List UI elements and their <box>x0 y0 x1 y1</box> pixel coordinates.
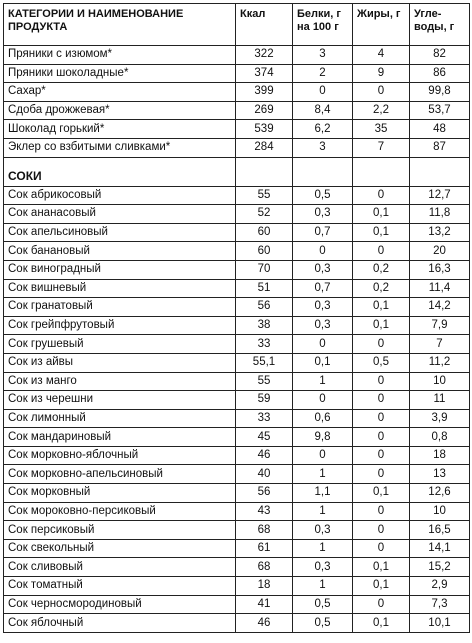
carbs-cell: 11 <box>410 391 470 410</box>
kcal-cell: 43 <box>236 502 293 521</box>
product-name-cell: Сок морковный <box>4 484 236 503</box>
protein-cell: 0,7 <box>293 279 353 298</box>
section-empty-cell <box>410 168 470 187</box>
product-name-cell: Сок грушевый <box>4 335 236 354</box>
fat-cell: 0 <box>353 186 410 205</box>
header-carbs-line2: воды, г <box>414 21 455 33</box>
fat-cell: 0 <box>353 335 410 354</box>
spacer-cell <box>236 157 293 168</box>
kcal-cell: 284 <box>236 138 293 157</box>
protein-cell: 0,5 <box>293 614 353 633</box>
table-row <box>4 502 470 521</box>
table-row <box>4 138 470 157</box>
protein-cell: 3 <box>293 138 353 157</box>
protein-cell: 0 <box>293 242 353 261</box>
spacer-cell <box>410 157 470 168</box>
kcal-cell: 52 <box>236 205 293 224</box>
kcal-cell: 33 <box>236 409 293 428</box>
kcal-cell: 46 <box>236 446 293 465</box>
table-row <box>4 409 470 428</box>
fat-cell: 35 <box>353 120 410 139</box>
product-name-cell: Сок из манго <box>4 372 236 391</box>
table-row <box>4 521 470 540</box>
fat-cell: 0,2 <box>353 260 410 279</box>
table-row <box>4 101 470 120</box>
product-name-cell: Сок черносмородиновый <box>4 595 236 614</box>
carbs-cell: 13,2 <box>410 223 470 242</box>
protein-cell: 0 <box>293 446 353 465</box>
table-row <box>4 595 470 614</box>
fat-cell: 0,1 <box>353 205 410 224</box>
table-row <box>4 120 470 139</box>
fat-cell: 0 <box>353 521 410 540</box>
table-row <box>4 446 470 465</box>
kcal-cell: 40 <box>236 465 293 484</box>
product-name-cell: Пряники с изюмом* <box>4 46 236 65</box>
protein-cell: 1 <box>293 502 353 521</box>
header-protein-line1: Белки, г <box>297 8 341 20</box>
fat-cell: 0,1 <box>353 298 410 317</box>
protein-cell: 1 <box>293 465 353 484</box>
carbs-cell: 11,8 <box>410 205 470 224</box>
table-row <box>4 335 470 354</box>
fat-cell: 0,1 <box>353 484 410 503</box>
product-name-cell: Сок мандариновый <box>4 428 236 447</box>
product-name-cell: Сок яблочный <box>4 614 236 633</box>
juice-rows <box>4 186 470 632</box>
fat-cell: 0 <box>353 595 410 614</box>
spacer-cell <box>4 157 236 168</box>
fat-cell: 7 <box>353 138 410 157</box>
section-heading-row <box>4 168 470 187</box>
carbs-cell: 87 <box>410 138 470 157</box>
header-fat-line1: Жиры, г <box>357 8 401 20</box>
product-name-cell: Сок гранатовый <box>4 298 236 317</box>
product-name-cell: Сок грейпфрутовый <box>4 316 236 335</box>
nutrition-table <box>3 3 470 633</box>
fat-cell: 0,1 <box>353 316 410 335</box>
fat-cell: 0 <box>353 428 410 447</box>
carbs-cell: 53,7 <box>410 101 470 120</box>
fat-cell: 0,1 <box>353 614 410 633</box>
product-name-cell: Сок ананасовый <box>4 205 236 224</box>
table-row <box>4 186 470 205</box>
kcal-cell: 38 <box>236 316 293 335</box>
table-row <box>4 353 470 372</box>
protein-cell: 2 <box>293 64 353 83</box>
header-carbs-line1: Угле- <box>414 8 442 20</box>
table-row <box>4 539 470 558</box>
section-empty-cell <box>236 168 293 187</box>
product-name-cell: Сок из черешни <box>4 391 236 410</box>
kcal-cell: 539 <box>236 120 293 139</box>
protein-cell: 8,4 <box>293 101 353 120</box>
carbs-cell: 7 <box>410 335 470 354</box>
kcal-cell: 68 <box>236 521 293 540</box>
protein-cell: 0,3 <box>293 298 353 317</box>
carbs-cell: 15,2 <box>410 558 470 577</box>
protein-cell: 1 <box>293 539 353 558</box>
table-row <box>4 260 470 279</box>
protein-cell: 0,3 <box>293 260 353 279</box>
fat-cell: 0,2 <box>353 279 410 298</box>
kcal-cell: 59 <box>236 391 293 410</box>
header-kcal-line1: Ккал <box>240 8 266 20</box>
table-row <box>4 64 470 83</box>
spacer-cell <box>353 157 410 168</box>
fat-cell: 0 <box>353 502 410 521</box>
fat-cell: 0 <box>353 539 410 558</box>
fat-cell: 0,1 <box>353 577 410 596</box>
carbs-cell: 11,4 <box>410 279 470 298</box>
table-row <box>4 298 470 317</box>
product-name-cell: Пряники шоколадные* <box>4 64 236 83</box>
header-protein <box>293 4 353 46</box>
product-name-cell: Сок свекольный <box>4 539 236 558</box>
product-name-cell: Сдоба дрожжевая* <box>4 101 236 120</box>
kcal-cell: 56 <box>236 484 293 503</box>
carbs-cell: 10 <box>410 372 470 391</box>
carbs-cell: 48 <box>410 120 470 139</box>
header-protein-line2: на 100 г <box>297 21 339 33</box>
kcal-cell: 51 <box>236 279 293 298</box>
header-name <box>4 4 236 46</box>
protein-cell: 0 <box>293 83 353 102</box>
header-row <box>4 4 470 46</box>
kcal-cell: 55,1 <box>236 353 293 372</box>
table-row <box>4 205 470 224</box>
section-spacer <box>4 157 470 168</box>
protein-cell: 0,1 <box>293 353 353 372</box>
fat-cell: 2,2 <box>353 101 410 120</box>
carbs-cell: 10 <box>410 502 470 521</box>
product-name-cell: Сок томатный <box>4 577 236 596</box>
product-name-cell: Сок из айвы <box>4 353 236 372</box>
carbs-cell: 7,9 <box>410 316 470 335</box>
kcal-cell: 60 <box>236 242 293 261</box>
fat-cell: 9 <box>353 64 410 83</box>
carbs-cell: 7,3 <box>410 595 470 614</box>
carbs-cell: 16,5 <box>410 521 470 540</box>
table-row <box>4 614 470 633</box>
kcal-cell: 399 <box>236 83 293 102</box>
product-name-cell: Сок лимонный <box>4 409 236 428</box>
product-name-cell: Сок виноградный <box>4 260 236 279</box>
table-row <box>4 558 470 577</box>
kcal-cell: 322 <box>236 46 293 65</box>
protein-cell: 3 <box>293 46 353 65</box>
carbs-cell: 13 <box>410 465 470 484</box>
protein-cell: 9,8 <box>293 428 353 447</box>
table-row <box>4 316 470 335</box>
carbs-cell: 99,8 <box>410 83 470 102</box>
carbs-cell: 20 <box>410 242 470 261</box>
kcal-cell: 60 <box>236 223 293 242</box>
protein-cell: 0 <box>293 391 353 410</box>
protein-cell: 0,5 <box>293 186 353 205</box>
header-fat <box>353 4 410 46</box>
table-row <box>4 391 470 410</box>
kcal-cell: 46 <box>236 614 293 633</box>
table-row <box>4 428 470 447</box>
product-name-cell: Сок сливовый <box>4 558 236 577</box>
kcal-cell: 68 <box>236 558 293 577</box>
kcal-cell: 18 <box>236 577 293 596</box>
section-block <box>4 157 470 186</box>
carbs-cell: 16,3 <box>410 260 470 279</box>
header-kcal <box>236 4 293 46</box>
fat-cell: 0,1 <box>353 558 410 577</box>
protein-cell: 1 <box>293 372 353 391</box>
top-rows <box>4 46 470 158</box>
product-name-cell: Сок апельсиновый <box>4 223 236 242</box>
carbs-cell: 10,1 <box>410 614 470 633</box>
product-name-cell: Сахар* <box>4 83 236 102</box>
table-row <box>4 279 470 298</box>
protein-cell: 0,6 <box>293 409 353 428</box>
protein-cell: 1 <box>293 577 353 596</box>
section-empty-cell <box>293 168 353 187</box>
table-row <box>4 465 470 484</box>
product-name-cell: Сок морковно-яблочный <box>4 446 236 465</box>
fat-cell: 4 <box>353 46 410 65</box>
section-empty-cell <box>353 168 410 187</box>
fat-cell: 0 <box>353 391 410 410</box>
product-name-cell: Эклер со взбитыми сливками* <box>4 138 236 157</box>
header-name-line1: КАТЕГОРИИ И НАИМЕНОВАНИЕ <box>8 8 184 20</box>
carbs-cell: 86 <box>410 64 470 83</box>
kcal-cell: 269 <box>236 101 293 120</box>
table-row <box>4 577 470 596</box>
carbs-cell: 18 <box>410 446 470 465</box>
protein-cell: 0 <box>293 335 353 354</box>
header-name-line2: ПРОДУКТА <box>8 21 68 33</box>
table-row <box>4 242 470 261</box>
kcal-cell: 61 <box>236 539 293 558</box>
carbs-cell: 12,6 <box>410 484 470 503</box>
fat-cell: 0 <box>353 446 410 465</box>
carbs-cell: 3,9 <box>410 409 470 428</box>
protein-cell: 0,3 <box>293 205 353 224</box>
product-name-cell: Сок абрикосовый <box>4 186 236 205</box>
protein-cell: 0,3 <box>293 316 353 335</box>
carbs-cell: 2,9 <box>410 577 470 596</box>
product-name-cell: Сок морковно-апельсиновый <box>4 465 236 484</box>
kcal-cell: 45 <box>236 428 293 447</box>
kcal-cell: 55 <box>236 372 293 391</box>
product-name-cell: Сок банановый <box>4 242 236 261</box>
spacer-cell <box>293 157 353 168</box>
table-row <box>4 484 470 503</box>
protein-cell: 6,2 <box>293 120 353 139</box>
fat-cell: 0 <box>353 465 410 484</box>
kcal-cell: 33 <box>236 335 293 354</box>
table-row <box>4 223 470 242</box>
kcal-cell: 70 <box>236 260 293 279</box>
carbs-cell: 82 <box>410 46 470 65</box>
carbs-cell: 14,1 <box>410 539 470 558</box>
carbs-cell: 11,2 <box>410 353 470 372</box>
fat-cell: 0 <box>353 409 410 428</box>
kcal-cell: 55 <box>236 186 293 205</box>
protein-cell: 0,3 <box>293 558 353 577</box>
protein-cell: 0,3 <box>293 521 353 540</box>
kcal-cell: 56 <box>236 298 293 317</box>
protein-cell: 0,7 <box>293 223 353 242</box>
fat-cell: 0 <box>353 83 410 102</box>
protein-cell: 1,1 <box>293 484 353 503</box>
product-name-cell: Сок вишневый <box>4 279 236 298</box>
table-row <box>4 83 470 102</box>
carbs-cell: 0,8 <box>410 428 470 447</box>
table-row <box>4 46 470 65</box>
fat-cell: 0 <box>353 372 410 391</box>
product-name-cell: Сок персиковый <box>4 521 236 540</box>
product-name-cell: Сок мороковно-персиковый <box>4 502 236 521</box>
fat-cell: 0,1 <box>353 223 410 242</box>
carbs-cell: 14,2 <box>410 298 470 317</box>
header-carbs <box>410 4 470 46</box>
fat-cell: 0 <box>353 242 410 261</box>
product-name-cell: Шоколад горький* <box>4 120 236 139</box>
kcal-cell: 41 <box>236 595 293 614</box>
fat-cell: 0,5 <box>353 353 410 372</box>
table-row <box>4 372 470 391</box>
protein-cell: 0,5 <box>293 595 353 614</box>
section-title: СОКИ <box>4 168 236 187</box>
kcal-cell: 374 <box>236 64 293 83</box>
carbs-cell: 12,7 <box>410 186 470 205</box>
